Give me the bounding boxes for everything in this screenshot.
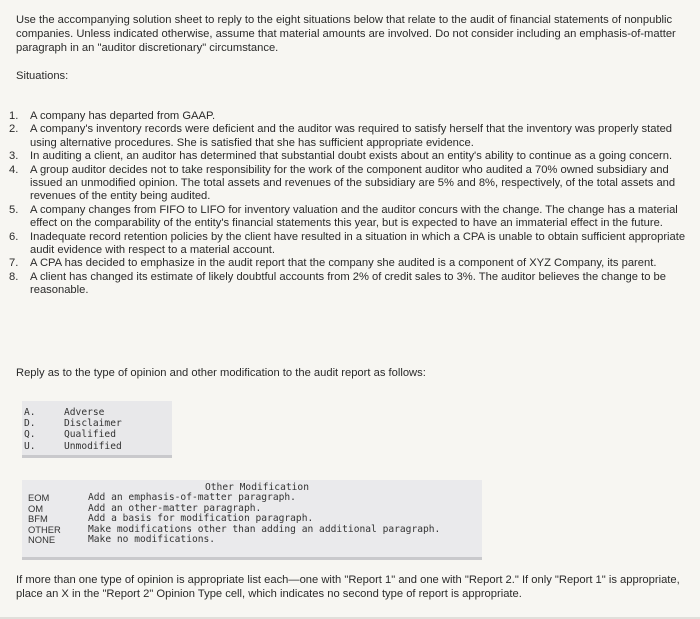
opinion-code: A. [24,407,36,418]
table-divider [22,557,482,560]
modification-header: Other Modification [205,482,309,493]
modification-label: Make no modifications. [88,534,216,546]
situation-item [6,231,690,258]
opinion-label: Adverse [64,407,105,418]
situations-list [0,110,690,298]
situation-text: A company has departed from GAAP. [30,110,216,122]
modification-label: Add an other-matter paragraph. [88,502,262,514]
modification-label: Make modifications other than adding an additional paragraph. [88,523,441,535]
opinion-code: Q. [24,429,36,441]
opinion-code-row [22,418,172,429]
opinion-code-table [22,401,172,458]
situation-item [6,271,690,298]
modification-label: Add an emphasis-of-matter paragraph. [88,492,296,503]
situation-text: A CPA has decided to emphasize in the audit report that the company she audited is a component of XYZ Company, its parent. [30,257,657,270]
situation-text: A group auditor decides not to take responsibility for the work of the component auditor who audited a 70% owned subsidiary and issued an unmodified opinion. The total assets and revenues of the subsidiary are 5% and 8%, respectively, of the total assets and revenues of the entity being audited. [30,163,676,203]
modification-code-row [28,493,440,504]
situation-number: 2. [9,123,19,136]
situation-number: 6. [9,230,19,243]
situation-number: 4. [9,163,19,176]
situation-item [6,164,690,204]
situation-text: Inadequate record retention policies by the client have resulted in a situation in which a CPA is unable to obtain sufficient appropriate audit evidence with respect to a material account. [30,230,686,257]
modification-code: NONE [28,534,56,546]
situation-number: 1. [9,110,19,122]
situation-text: A client has changed its estimate of likely doubtful accounts from 2% of credit sales to 3%. The auditor believes the change to be reasonable. [30,270,666,297]
reply-instruction: Reply as to the type of opinion and other modification to the audit report as follows: [16,367,426,379]
situation-item [6,110,690,123]
situation-item [6,150,690,163]
opinion-code: U. [24,440,36,452]
situation-number: 7. [9,257,19,270]
opinion-label: Qualified [64,429,116,441]
situation-item [6,123,690,150]
modification-code: OM [28,502,44,514]
modification-code-table [22,480,482,560]
modification-code: BFM [28,513,48,525]
intro-paragraph: Use the accompanying solution sheet to reply to the eight situations below that relate to the audit of financial statements of nonpublic companies. Unless indicated otherwise, assume that material amounts are involved. Do not consider including an emphasis-of-matter paragraph in an "auditor discretionary" circumstance. [16,14,676,54]
situation-text: A company's inventory records were deficient and the auditor was required to satisfy herself that the inventory was properly stated using alternative procedures. She is satisfied that she has sufficient appropriate evidence. [30,123,673,149]
opinion-code: D. [24,418,36,430]
opinion-code-row [22,441,172,452]
modification-code-row [28,535,440,546]
modification-label: Add a basis for modification paragraph. [88,513,314,525]
opinion-code-row [22,429,172,440]
situation-number: 8. [9,270,19,283]
situation-item [6,257,690,270]
situation-number: 3. [9,150,19,163]
opinion-label: Unmodified [64,440,122,452]
modification-code: OTHER [28,523,61,535]
table-divider [22,455,172,458]
modification-code: EOM [28,492,50,503]
situation-number: 5. [9,203,19,216]
situation-item [6,204,690,231]
situation-text: A company changes from FIFO to LIFO for inventory valuation and the auditor concurs with the change. The change has a material effect on the comparability of the entity's financial statements this year, but is expected to have an immaterial effect in the future. [30,203,678,230]
situation-text: In auditing a client, an auditor has determined that substantial doubt exists about an entity's ability to continue as a going concern. [30,150,673,163]
opinion-code-row [22,407,172,418]
situations-heading: Situations: [16,70,69,82]
footer-instruction: If more than one type of opinion is appropriate list each—one with "Report 1" and one with "Report 2." If only "Report 1" is appropriate, place an X in the "Report 2" Opinion Type cell, which indicates no second type of report is appropriate. [16,574,680,600]
opinion-label: Disclaimer [64,418,122,430]
